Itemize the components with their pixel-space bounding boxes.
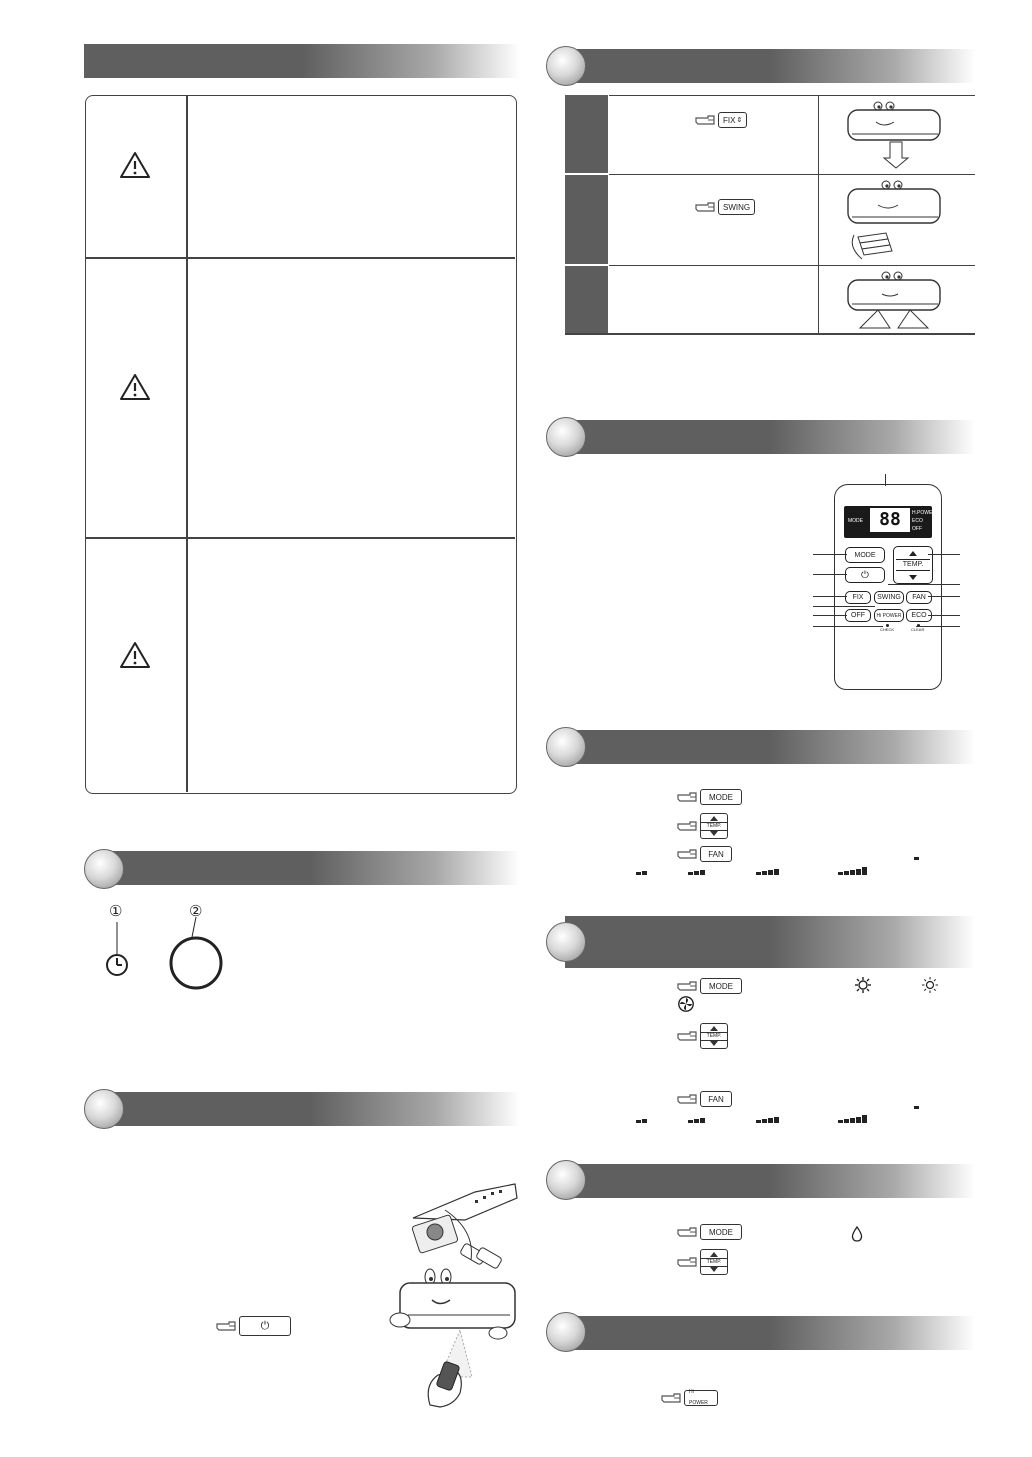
remote-check-label: CHECK — [880, 627, 895, 632]
mode-key: MODE — [700, 1224, 742, 1240]
remote-off-timer-button[interactable]: OFF — [845, 609, 871, 622]
down-triangle-icon — [909, 575, 917, 580]
power-key: ⏻ — [239, 1316, 291, 1336]
section-number-circle — [546, 1160, 586, 1200]
up-triangle-icon — [710, 816, 718, 821]
callout-line — [888, 584, 960, 585]
air-direction-row-marker — [565, 175, 608, 264]
fan-speed-bars-low — [636, 1119, 647, 1123]
table-line — [565, 333, 975, 335]
fix-key — [718, 112, 747, 128]
section-header-display — [100, 851, 520, 885]
fan-speed-bars-high — [838, 867, 867, 875]
temp-key — [700, 813, 728, 839]
warning-table-row-line — [86, 537, 515, 539]
callout-line — [813, 596, 847, 597]
table-line — [818, 95, 819, 334]
aircon-closed-illustration — [838, 268, 948, 332]
section-number-circle — [546, 46, 586, 86]
fix-key-label: FIX — [723, 115, 736, 125]
air-direction-row-marker — [565, 95, 608, 173]
fix-button-indicator — [694, 112, 747, 128]
callout-label-1: ① — [109, 903, 123, 920]
remote-pointer-line — [885, 474, 886, 486]
section-header-hipower — [565, 1316, 975, 1350]
temp-key-label: TEMP. — [701, 822, 727, 831]
section-header-precautions — [84, 44, 520, 78]
remote-clear-label: CLEAR — [911, 627, 925, 632]
remote-fan-button[interactable]: FAN — [906, 591, 932, 604]
pointing-hand-icon — [676, 1225, 698, 1239]
warning-triangle-icon — [119, 151, 151, 179]
fan-button-indicator — [676, 846, 732, 862]
fan-speed-bars-auto — [914, 857, 919, 860]
power-button-indicator — [215, 1316, 291, 1336]
callout-line — [928, 554, 960, 555]
pointing-hand-icon — [676, 790, 698, 804]
pointing-hand-icon — [694, 113, 716, 127]
remote-hipower-button[interactable]: Hi POWER — [874, 609, 904, 622]
pointing-hand-icon — [676, 1092, 698, 1106]
table-line — [609, 265, 975, 266]
fan-speed-bars-low — [636, 871, 647, 875]
fan-key: FAN — [700, 1091, 732, 1107]
temp-button-indicator — [676, 1249, 728, 1275]
section-number-circle — [84, 1089, 124, 1129]
callout-line — [928, 596, 960, 597]
temp-button-indicator — [676, 1023, 728, 1049]
pointing-hand-icon — [694, 200, 716, 214]
warning-triangle-icon — [119, 641, 151, 669]
pointing-hand-icon — [676, 979, 698, 993]
section-number-circle — [546, 417, 586, 457]
fan-speed-bars-lowmed — [688, 1118, 705, 1123]
section-header-remote-usage — [100, 1092, 520, 1126]
remote-mode-button[interactable]: MODE — [845, 547, 885, 563]
section-header-fan-operation — [565, 730, 975, 764]
callout-line — [813, 626, 883, 627]
remote-lcd-mode-label: MODE — [848, 518, 863, 524]
remote-power-button[interactable]: ⏻ — [845, 567, 885, 583]
remote-lcd-digits: 88 — [870, 508, 910, 532]
section-number-circle — [546, 922, 586, 962]
battery-install-illustration — [405, 1180, 520, 1270]
warning-table-divider — [186, 96, 188, 792]
aircon-with-remote-illustration — [380, 1265, 520, 1410]
callout-line — [813, 615, 847, 616]
pointing-hand-icon — [676, 1255, 698, 1269]
check-hole — [886, 624, 889, 627]
down-triangle-icon — [710, 1041, 718, 1046]
section-header-cool-heat — [565, 916, 975, 968]
pointing-hand-icon — [676, 847, 698, 861]
mode-button-indicator — [676, 789, 742, 805]
temp-key — [700, 1023, 728, 1049]
mode-button-indicator — [676, 1224, 742, 1240]
fan-auto-icon — [678, 996, 694, 1012]
dry-droplet-icon — [851, 1226, 863, 1242]
aircon-fixed-airflow-illustration — [838, 98, 948, 170]
section-number-circle — [546, 1312, 586, 1352]
up-triangle-icon — [710, 1252, 718, 1257]
callout-line — [928, 615, 960, 616]
fan-key: FAN — [700, 846, 732, 862]
down-triangle-icon — [710, 831, 718, 836]
hipower-key: Hi POWER — [684, 1390, 718, 1406]
remote-temp-button[interactable] — [893, 546, 933, 584]
swing-button-indicator — [694, 199, 755, 215]
table-line — [609, 174, 975, 175]
pointing-hand-icon — [215, 1319, 237, 1333]
timer-clock-icon — [100, 918, 140, 982]
temp-key-label: TEMP. — [701, 1032, 727, 1041]
fan-speed-bars-high — [838, 1115, 867, 1123]
receiver-ring-icon — [166, 915, 226, 991]
callout-line — [813, 554, 847, 555]
remote-fix-button[interactable]: FIX — [845, 591, 871, 604]
warning-triangle-icon — [119, 373, 151, 401]
callout-label-2: ② — [189, 903, 203, 920]
section-header-dry — [565, 1164, 975, 1198]
section-number-circle — [546, 727, 586, 767]
up-triangle-icon — [909, 551, 917, 556]
warning-table — [85, 95, 517, 794]
heat-sun-icon — [922, 977, 938, 993]
remote-lcd-indicator: H.POWER — [912, 510, 936, 516]
remote-lcd-indicator: OFF — [912, 526, 922, 532]
hipower-button-indicator — [660, 1390, 718, 1406]
pointing-hand-icon — [660, 1391, 682, 1405]
callout-line — [813, 606, 875, 607]
mode-button-indicator — [676, 978, 742, 994]
remote-lcd-indicator: ECO — [912, 518, 923, 524]
aircon-swing-airflow-illustration — [838, 177, 948, 263]
remote-swing-button[interactable]: SWING — [874, 591, 904, 604]
fan-speed-bars-lowmed — [688, 870, 705, 875]
section-number-circle — [84, 849, 124, 889]
fan-speed-bars-med — [756, 869, 779, 875]
air-direction-row-marker — [565, 266, 608, 333]
cool-snowflake-icon — [855, 977, 871, 993]
temp-key — [700, 1249, 728, 1275]
up-down-arrow-icon: ⇕ — [736, 116, 743, 124]
fan-speed-bars-med — [756, 1117, 779, 1123]
remote-eco-button[interactable]: ECO — [906, 609, 932, 622]
remote-temp-label: TEMP. — [896, 559, 930, 571]
warning-table-row-line — [86, 257, 515, 259]
fan-speed-bars-auto — [914, 1106, 919, 1109]
up-triangle-icon — [710, 1026, 718, 1031]
section-header-air-direction — [565, 49, 975, 83]
table-line — [609, 95, 975, 96]
pointing-hand-icon — [676, 1029, 698, 1043]
fan-button-indicator — [676, 1091, 732, 1107]
temp-key-label: TEMP. — [701, 1258, 727, 1267]
callout-line — [916, 626, 960, 627]
mode-key: MODE — [700, 789, 742, 805]
section-header-remote-names — [565, 420, 975, 454]
down-triangle-icon — [710, 1267, 718, 1272]
temp-button-indicator — [676, 813, 728, 839]
mode-key: MODE — [700, 978, 742, 994]
callout-line — [813, 574, 847, 575]
swing-key: SWING — [718, 199, 755, 215]
pointing-hand-icon — [676, 819, 698, 833]
